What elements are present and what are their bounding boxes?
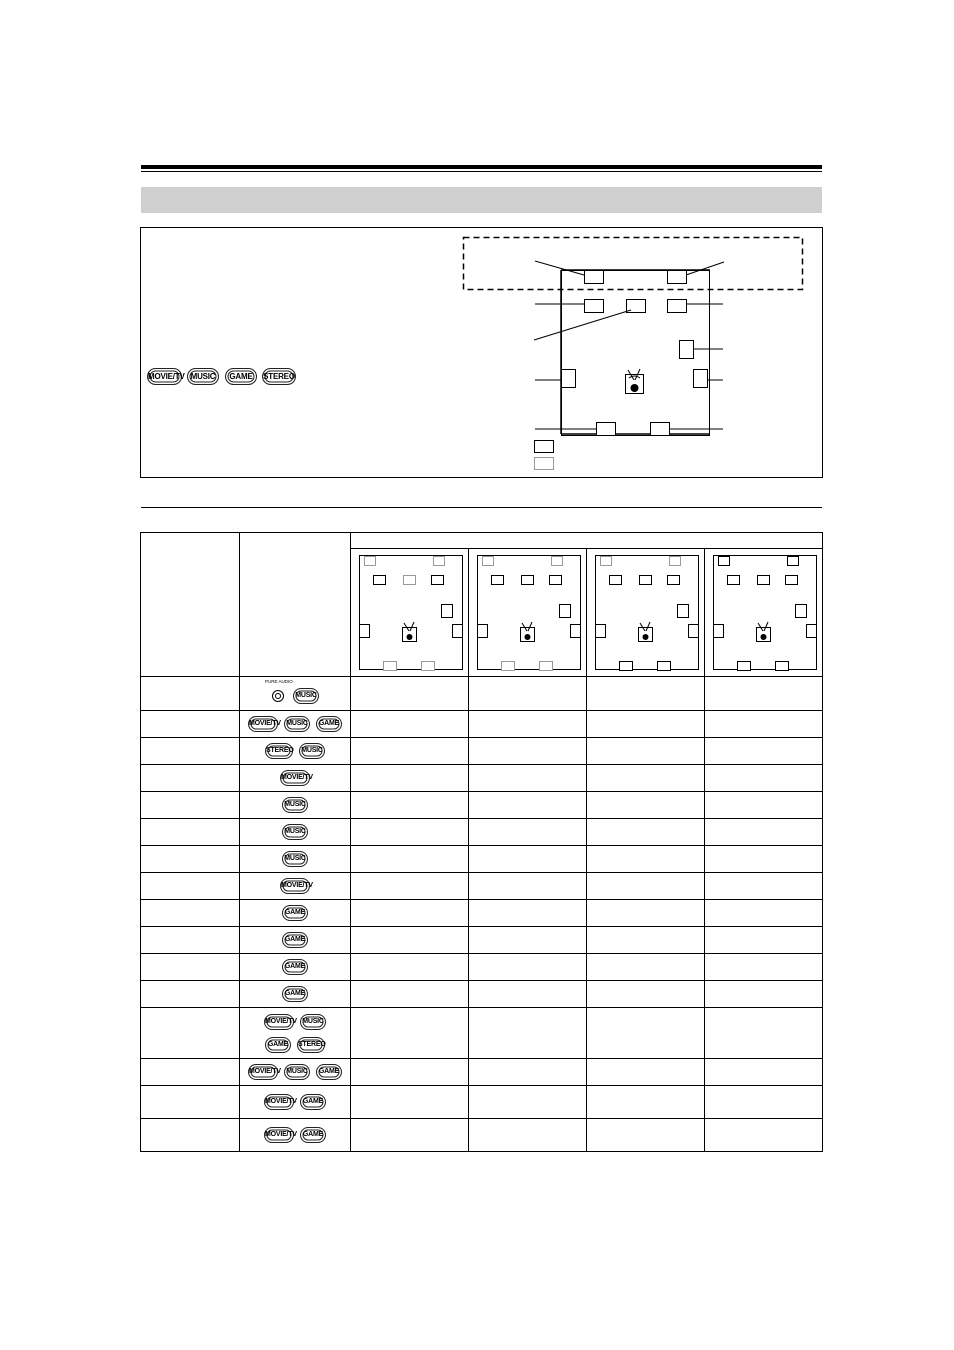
layout-availability-cell <box>587 873 705 900</box>
mode-buttons-cell <box>240 792 351 819</box>
front-right-speaker <box>786 576 798 585</box>
center-speaker <box>758 576 770 585</box>
movie-tv-button[interactable]: MOVIE/TV <box>264 1127 294 1143</box>
layout-availability-cell <box>469 981 587 1008</box>
surround-back-right-speaker <box>540 662 553 671</box>
mode-buttons-cell <box>240 927 351 954</box>
pure-audio-button[interactable] <box>272 690 284 702</box>
front-left-speaker <box>374 576 386 585</box>
layout-availability-cell <box>351 900 469 927</box>
layout-availability-cell <box>351 1086 469 1119</box>
mode-buttons-cell <box>240 846 351 873</box>
layout-availability-cell <box>351 1119 469 1152</box>
music-button[interactable]: MUSIC <box>282 851 308 867</box>
game-button[interactable]: GAME <box>282 905 308 921</box>
layout-availability-cell <box>469 1059 587 1086</box>
movie-tv-button[interactable]: MOVIE/TV <box>248 1064 278 1080</box>
surround-right-speaker <box>453 625 463 638</box>
front-right-speaker <box>668 576 680 585</box>
game-button[interactable]: GAME <box>282 959 308 975</box>
layout-availability-cell <box>705 873 823 900</box>
front-left-speaker <box>610 576 622 585</box>
mode-buttons-cell <box>240 819 351 846</box>
mode-name-cell <box>141 846 240 873</box>
mode-name-cell <box>141 1008 240 1059</box>
layout-availability-cell <box>351 873 469 900</box>
mode-buttons-cell <box>240 954 351 981</box>
mode-buttons-cell <box>240 738 351 765</box>
surround-right-speaker <box>689 625 699 638</box>
surround-right-speaker <box>571 625 581 638</box>
surround-back-left-speaker <box>620 662 633 671</box>
surround-left-speaker <box>360 625 370 638</box>
mode-buttons-cell <box>240 873 351 900</box>
table-row <box>141 765 823 792</box>
mode-name-cell <box>141 1119 240 1152</box>
layout-availability-cell <box>469 819 587 846</box>
layout-availability-cell <box>351 981 469 1008</box>
stereo-button[interactable]: STEREO <box>262 368 296 385</box>
layout-availability-cell <box>705 1059 823 1086</box>
layout-availability-cell <box>705 981 823 1008</box>
surround-back-right-speaker <box>658 662 671 671</box>
mode-name-cell <box>141 873 240 900</box>
layout-availability-cell <box>351 792 469 819</box>
mode-name-cell <box>141 819 240 846</box>
layout-availability-cell <box>469 738 587 765</box>
stereo-button[interactable]: STEREO <box>297 1037 325 1053</box>
surround-left-speaker <box>714 625 724 638</box>
center-speaker <box>404 576 416 585</box>
table-row <box>141 711 823 738</box>
layout-availability-cell <box>705 1086 823 1119</box>
front-high-left-speaker <box>483 557 494 566</box>
movie-tv-button[interactable]: MOVIE/TV <box>147 368 182 385</box>
layout-availability-cell <box>351 927 469 954</box>
layout-availability-cell <box>587 1086 705 1119</box>
mode-name-cell <box>141 954 240 981</box>
music-button[interactable]: MUSIC <box>284 1064 310 1080</box>
front-high-left-speaker <box>365 557 376 566</box>
layout-availability-cell <box>587 738 705 765</box>
front-right-speaker <box>432 576 444 585</box>
layout-availability-cell <box>469 927 587 954</box>
mode-name-cell <box>141 1059 240 1086</box>
layout-availability-cell <box>587 981 705 1008</box>
table-row <box>141 792 823 819</box>
subwoofer <box>560 605 571 618</box>
mode-name-cell <box>141 900 240 927</box>
layout-availability-cell <box>469 765 587 792</box>
game-button[interactable]: GAME <box>300 1127 326 1143</box>
layout-availability-cell <box>705 927 823 954</box>
surround-left-speaker <box>478 625 488 638</box>
front-left-speaker <box>728 576 740 585</box>
music-button[interactable]: MUSIC <box>187 368 219 385</box>
stereo-button[interactable]: STEREO <box>265 743 293 759</box>
mode-name-cell <box>141 765 240 792</box>
game-button[interactable]: GAME <box>316 716 342 732</box>
subwoofer <box>442 605 453 618</box>
front-right-speaker <box>550 576 562 585</box>
layout-availability-cell <box>469 1086 587 1119</box>
music-button[interactable]: MUSIC <box>299 743 325 759</box>
layout-availability-cell <box>351 738 469 765</box>
front-high-right-speaker <box>670 557 681 566</box>
mode-name-cell <box>141 738 240 765</box>
music-button[interactable]: MUSIC <box>282 824 308 840</box>
mode-name-cell <box>141 1086 240 1119</box>
center-speaker <box>640 576 652 585</box>
front-left-speaker <box>492 576 504 585</box>
movie-tv-button[interactable]: MOVIE/TV <box>280 878 310 894</box>
table-row <box>141 954 823 981</box>
layout-availability-cell <box>587 846 705 873</box>
surround-back-left-speaker <box>738 662 751 671</box>
surround-back-right-speaker <box>776 662 789 671</box>
game-button[interactable]: GAME <box>282 986 308 1002</box>
layout-availability-cell <box>705 1008 823 1059</box>
game-button[interactable]: GAME <box>282 932 308 948</box>
layout-availability-cell <box>587 954 705 981</box>
mode-name-cell <box>141 981 240 1008</box>
layout-availability-cell <box>587 900 705 927</box>
front-high-left-speaker <box>719 557 730 566</box>
movie-tv-button[interactable]: MOVIE/TV <box>264 1094 294 1110</box>
layout-availability-cell <box>587 819 705 846</box>
layout-availability-cell <box>705 792 823 819</box>
layout-availability-cell <box>705 900 823 927</box>
speaker-layout-2 <box>478 556 581 671</box>
layout-availability-cell <box>469 954 587 981</box>
layout-availability-cell <box>705 677 823 711</box>
surround-right-speaker <box>807 625 817 638</box>
layout-availability-cell <box>351 846 469 873</box>
layout-availability-cell <box>587 677 705 711</box>
mode-buttons-cell <box>240 1119 351 1152</box>
game-button[interactable]: GAME <box>265 1037 291 1053</box>
front-high-right-speaker <box>434 557 445 566</box>
layout-availability-cell <box>705 819 823 846</box>
mode-buttons-cell <box>240 1008 351 1059</box>
table-row <box>141 846 823 873</box>
pure-audio-label: PURE AUDIO <box>265 679 293 684</box>
layout-availability-cell <box>351 954 469 981</box>
front-high-right-speaker <box>788 557 799 566</box>
mode-buttons-cell <box>240 765 351 792</box>
subwoofer <box>678 605 689 618</box>
surround-back-right-speaker <box>422 662 435 671</box>
layout-availability-cell <box>351 1008 469 1059</box>
surround-back-left-speaker <box>502 662 515 671</box>
table-row <box>141 981 823 1008</box>
music-button[interactable]: MUSIC <box>284 716 310 732</box>
front-high-right-speaker <box>552 557 563 566</box>
table-row <box>141 1086 823 1119</box>
layout-availability-cell <box>351 819 469 846</box>
movie-tv-button[interactable]: MOVIE/TV <box>248 716 278 732</box>
subwoofer <box>796 605 807 618</box>
center-speaker <box>522 576 534 585</box>
music-button[interactable]: MUSIC <box>282 797 308 813</box>
layout-availability-cell <box>587 792 705 819</box>
layout-availability-cell <box>587 765 705 792</box>
layout-availability-cell <box>705 738 823 765</box>
layout-availability-cell <box>351 1059 469 1086</box>
layout-availability-cell <box>705 765 823 792</box>
table-row <box>141 1059 823 1086</box>
layout-availability-cell <box>469 711 587 738</box>
layout-availability-cell <box>705 1119 823 1152</box>
table-row <box>141 1008 823 1059</box>
layout-availability-cell <box>705 954 823 981</box>
speaker-layout-3 <box>596 556 699 671</box>
mode-buttons-cell <box>240 981 351 1008</box>
layout-availability-cell <box>587 1008 705 1059</box>
layout-availability-cell <box>587 1059 705 1086</box>
layout-availability-cell <box>469 677 587 711</box>
game-button[interactable]: GAME <box>300 1094 326 1110</box>
table-row <box>141 677 823 711</box>
movie-tv-button[interactable]: MOVIE/TV <box>264 1014 294 1030</box>
layout-availability-cell <box>469 1119 587 1152</box>
layout-availability-cell <box>587 711 705 738</box>
layout-availability-cell <box>469 846 587 873</box>
layout-availability-cell <box>469 873 587 900</box>
music-button[interactable]: MUSIC <box>300 1014 326 1030</box>
layout-availability-cell <box>705 846 823 873</box>
table-row <box>141 738 823 765</box>
mode-buttons-cell <box>240 677 351 711</box>
layout-availability-cell <box>705 711 823 738</box>
layout-availability-cell <box>469 1008 587 1059</box>
surround-left-speaker <box>596 625 606 638</box>
speaker-layout-1 <box>360 556 463 671</box>
movie-tv-button[interactable]: MOVIE/TV <box>280 770 310 786</box>
mode-name-cell <box>141 792 240 819</box>
table-row <box>141 819 823 846</box>
mode-name-cell <box>141 927 240 954</box>
game-button[interactable]: GAME <box>316 1064 342 1080</box>
layout-availability-cell <box>351 711 469 738</box>
layout-availability-cell <box>587 1119 705 1152</box>
layout-availability-cell <box>469 900 587 927</box>
game-button[interactable]: GAME <box>225 368 257 385</box>
mode-buttons-cell <box>240 1086 351 1119</box>
table-row <box>141 900 823 927</box>
music-button[interactable]: MUSIC <box>293 688 319 704</box>
table-row <box>141 1119 823 1152</box>
layout-availability-cell <box>587 927 705 954</box>
mode-buttons-cell <box>240 900 351 927</box>
layout-availability-cell <box>351 765 469 792</box>
table-row <box>141 873 823 900</box>
mode-buttons-cell <box>240 1059 351 1086</box>
layout-availability-cell <box>469 792 587 819</box>
mode-buttons-cell <box>240 711 351 738</box>
mode-name-cell <box>141 711 240 738</box>
front-high-left-speaker <box>601 557 612 566</box>
speaker-layout-4 <box>714 556 817 671</box>
surround-back-left-speaker <box>384 662 397 671</box>
table-row <box>141 927 823 954</box>
mode-name-cell <box>141 677 240 711</box>
layout-availability-cell <box>351 677 469 711</box>
